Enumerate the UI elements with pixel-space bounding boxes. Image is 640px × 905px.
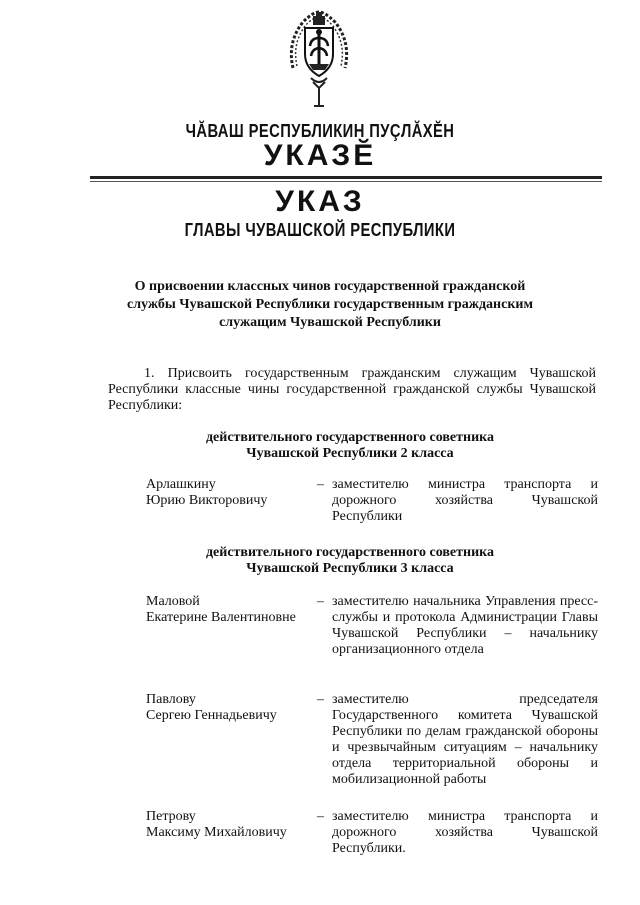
person-surname: Петрову — [146, 809, 196, 824]
header-chuvash-line: ЧĂВАШ РЕСПУБЛИКИН ПУÇЛĂХĔН — [185, 121, 455, 141]
person-name — [146, 809, 316, 841]
person-name — [146, 594, 316, 626]
rank-heading-line: действительного государственного советника — [205, 430, 495, 445]
decree-title — [110, 278, 550, 332]
decree-title-line: служащим Чувашской Республики — [219, 315, 441, 330]
person-position: заместителю начальника Управления пресс-службы и протокола Администрации Главы Чувашской Республики – начальнику организационного отдела — [332, 594, 598, 657]
rank-heading — [100, 430, 600, 462]
rank-heading-line: Чувашской Республики 3 класса — [246, 561, 454, 576]
person-dash: – — [317, 809, 324, 824]
person-name — [146, 477, 316, 509]
person-surname: Павлову — [146, 692, 196, 707]
decree-title-line: службы Чувашской Республики государственным гражданским — [127, 297, 533, 312]
person-dash: – — [317, 594, 324, 609]
person-given-name: Сергею Геннадьевичу — [146, 708, 277, 723]
person-position: заместителю министра транспорта и дорожного хозяйства Чувашской Республики. — [332, 809, 598, 856]
person-given-name: Юрию Викторовичу — [146, 493, 268, 508]
rank-heading-line: Чувашской Республики 2 класса — [246, 446, 454, 461]
header-divider-thin — [90, 181, 602, 182]
header-glavy-line: ГЛАВЫ ЧУВАШСКОЙ РЕСПУБЛИКИ — [184, 220, 456, 240]
rank-heading — [100, 545, 600, 577]
person-surname: Маловой — [146, 594, 200, 609]
person-name — [146, 692, 316, 724]
person-position: заместителю председателя Государственного комитета Чувашской Республики по делам гражданской обороны и чрезвычайным ситуациям – начальнику отдела территориальной обороны и мобилизационной работы — [332, 692, 598, 787]
chuvash-republic-emblem — [283, 6, 355, 114]
person-surname: Арлашкину — [146, 477, 216, 492]
person-position: заместителю министра транспорта и дорожного хозяйства Чувашской Республики — [332, 477, 598, 524]
rank-heading-line: действительного государственного советника — [205, 545, 495, 560]
person-dash: – — [317, 692, 324, 707]
person-given-name: Максиму Михайловичу — [146, 825, 287, 840]
header-chuvash-ukaze: УКАЗĔ — [263, 139, 377, 172]
person-given-name: Екатерине Валентиновне — [146, 610, 296, 625]
decree-paragraph-1: 1. Присвоить государственным гражданским служащим Чувашской Республики классные чины государственной гражданской службы Чувашской Республики: — [108, 366, 596, 413]
decree-title-line: О присвоении классных чинов государственной гражданской — [134, 279, 526, 294]
header-ukaz: УКАЗ — [275, 185, 365, 218]
header-divider-thick — [90, 176, 602, 179]
person-dash: – — [317, 477, 324, 492]
